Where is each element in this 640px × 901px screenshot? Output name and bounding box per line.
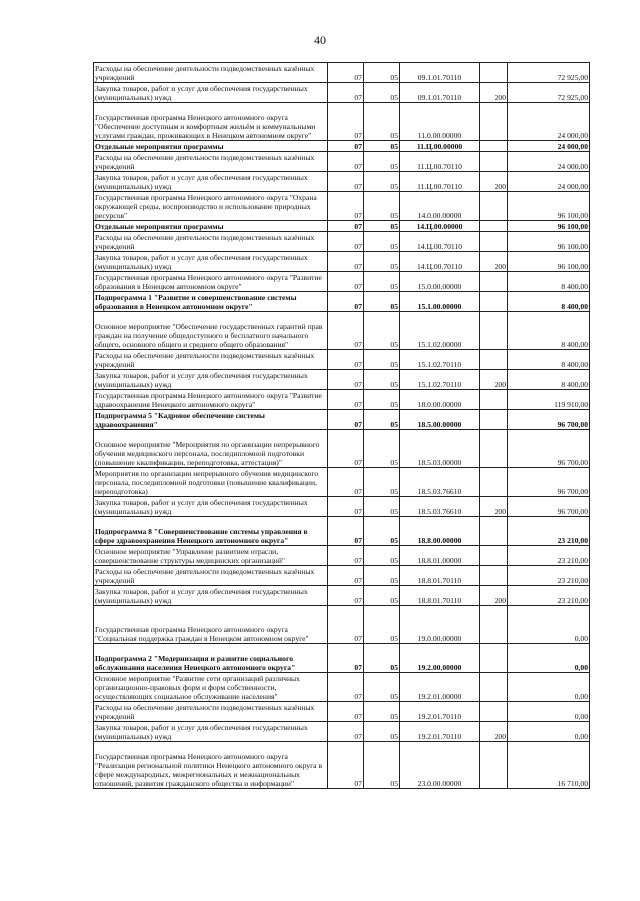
table-row (94, 430, 590, 468)
target-article-cell: 18.5.00.00000 (400, 410, 480, 430)
chapter-code-cell: 07 (328, 141, 364, 152)
expense-name-cell: Расходы на обеспечение деятельности подведомственных казённых учреждений (94, 350, 328, 370)
section-code-cell: 05 (364, 152, 400, 172)
section-code-cell: 05 (364, 63, 400, 83)
amount-cell: 96 700,00 (508, 468, 590, 497)
expense-name-cell: Закупка товаров, работ и услуг для обеспечения государственных (муниципальных) нужд (94, 172, 328, 192)
amount-cell: 96 100,00 (508, 252, 590, 272)
target-article-cell: 18.8.00.00000 (400, 517, 480, 546)
expense-type-cell: 200 (480, 172, 508, 192)
chapter-code-cell: 07 (328, 722, 364, 742)
expense-name-cell: Основное мероприятие "Обеспечение государственных гарантий прав граждан на получение общедоступного и бесплатного начального общего, основного общего и среднего общего образования" (94, 312, 328, 350)
target-article-cell: 11.Ц.00.70110 (400, 152, 480, 172)
target-article-cell: 18.8.01.70110 (400, 586, 480, 606)
target-article-cell: 23.0.00.00000 (400, 742, 480, 789)
expense-type-cell (480, 232, 508, 252)
amount-cell: 0,00 (508, 673, 590, 702)
expense-type-cell (480, 221, 508, 232)
amount-cell: 24 000,00 (508, 141, 590, 152)
target-article-cell: 11.Ц.00.00000 (400, 141, 480, 152)
chapter-code-cell: 07 (328, 517, 364, 546)
expense-name-cell: Подпрограмма 8 "Совершенствование системы управления в сфере здравоохранения Ненецкого автономного округа" (94, 517, 328, 546)
section-code-cell: 05 (364, 722, 400, 742)
chapter-code-cell: 07 (328, 312, 364, 350)
amount-cell: 96 700,00 (508, 430, 590, 468)
expense-name-cell: Расходы на обеспечение деятельности подведомственных казённых учреждений (94, 232, 328, 252)
section-code-cell: 05 (364, 517, 400, 546)
expense-type-cell (480, 192, 508, 221)
table-row (94, 566, 590, 586)
table-row (94, 606, 590, 644)
section-code-cell: 05 (364, 141, 400, 152)
table-row (94, 497, 590, 517)
expense-type-cell (480, 742, 508, 789)
expense-name-cell: Закупка товаров, работ и услуг для обеспечения государственных (муниципальных) нужд (94, 497, 328, 517)
expense-type-cell (480, 606, 508, 644)
section-code-cell: 05 (364, 497, 400, 517)
section-code-cell: 05 (364, 566, 400, 586)
expense-type-cell (480, 390, 508, 410)
table-row (94, 370, 590, 390)
target-article-cell: 18.5.03.76610 (400, 468, 480, 497)
table-row (94, 152, 590, 172)
budget-table-body (94, 63, 590, 789)
chapter-code-cell: 07 (328, 606, 364, 644)
target-article-cell: 19.0.00.00000 (400, 606, 480, 644)
table-row (94, 702, 590, 722)
target-article-cell: 15.1.02.70110 (400, 350, 480, 370)
table-row (94, 673, 590, 702)
amount-cell: 8 400,00 (508, 272, 590, 292)
target-article-cell: 11.0.00.00000 (400, 103, 480, 141)
amount-cell: 8 400,00 (508, 350, 590, 370)
target-article-cell: 18.8.01.70110 (400, 566, 480, 586)
table-row (94, 644, 590, 673)
table-row (94, 468, 590, 497)
target-article-cell: 14.Ц.00.00000 (400, 221, 480, 232)
expense-type-cell (480, 103, 508, 141)
chapter-code-cell: 07 (328, 742, 364, 789)
target-article-cell: 19.2.01.00000 (400, 673, 480, 702)
expense-type-cell: 200 (480, 252, 508, 272)
amount-cell: 96 100,00 (508, 232, 590, 252)
chapter-code-cell: 07 (328, 252, 364, 272)
table-row (94, 350, 590, 370)
chapter-code-cell: 07 (328, 152, 364, 172)
amount-cell: 72 925,00 (508, 83, 590, 103)
expense-type-cell (480, 566, 508, 586)
chapter-code-cell: 07 (328, 292, 364, 312)
expense-type-cell (480, 410, 508, 430)
section-code-cell: 05 (364, 292, 400, 312)
chapter-code-cell: 07 (328, 497, 364, 517)
section-code-cell: 05 (364, 312, 400, 350)
chapter-code-cell: 07 (328, 272, 364, 292)
table-row (94, 546, 590, 566)
chapter-code-cell: 07 (328, 63, 364, 83)
target-article-cell: 15.1.02.00000 (400, 312, 480, 350)
section-code-cell: 05 (364, 546, 400, 566)
amount-cell: 96 700,00 (508, 410, 590, 430)
target-article-cell: 18.5.03.76610 (400, 497, 480, 517)
amount-cell: 72 925,00 (508, 63, 590, 83)
table-row (94, 586, 590, 606)
amount-cell: 24 000,00 (508, 172, 590, 192)
section-code-cell: 05 (364, 644, 400, 673)
amount-cell: 16 710,00 (508, 742, 590, 789)
expense-name-cell: Государственная программа Ненецкого автономного округа "Реализация региональной политики Ненецкого автономного округа в сфере международных, межрегиональных и межнациональных отношений, развития гражданского общества и информации" (94, 742, 328, 789)
expense-name-cell: Государственная программа Ненецкого автономного округа "Социальная поддержка граждан в Ненецком автономном округе" (94, 606, 328, 644)
amount-cell: 8 400,00 (508, 292, 590, 312)
section-code-cell: 05 (364, 83, 400, 103)
table-row (94, 103, 590, 141)
table-row (94, 63, 590, 83)
table-row (94, 232, 590, 252)
expense-type-cell (480, 141, 508, 152)
target-article-cell: 18.0.00.00000 (400, 390, 480, 410)
section-code-cell: 05 (364, 221, 400, 232)
chapter-code-cell: 07 (328, 221, 364, 232)
table-row (94, 221, 590, 232)
section-code-cell: 05 (364, 370, 400, 390)
table-row (94, 252, 590, 272)
amount-cell: 23 210,00 (508, 546, 590, 566)
expense-type-cell: 200 (480, 83, 508, 103)
expense-type-cell (480, 546, 508, 566)
expense-type-cell (480, 702, 508, 722)
table-row (94, 141, 590, 152)
section-code-cell: 05 (364, 350, 400, 370)
amount-cell: 0,00 (508, 606, 590, 644)
section-code-cell: 05 (364, 702, 400, 722)
chapter-code-cell: 07 (328, 172, 364, 192)
chapter-code-cell: 07 (328, 103, 364, 141)
expense-name-cell: Закупка товаров, работ и услуг для обеспечения государственных (муниципальных) нужд (94, 722, 328, 742)
table-row (94, 722, 590, 742)
table-row (94, 192, 590, 221)
chapter-code-cell: 07 (328, 232, 364, 252)
target-article-cell: 15.1.02.70110 (400, 370, 480, 390)
expense-name-cell: Подпрограмма 2 "Модернизация и развитие социального обслуживания населения Ненецкого автономного округа" (94, 644, 328, 673)
expense-name-cell: Государственная программа Ненецкого автономного округа "Развитие образования в Ненецком автономном округе" (94, 272, 328, 292)
expense-name-cell: Государственная программа Ненецкого автономного округа "Обеспечение доступным и комфортным жильём и коммунальными услугами граждан, проживающих в Ненецком автономном округе" (94, 103, 328, 141)
expense-type-cell (480, 430, 508, 468)
section-code-cell: 05 (364, 192, 400, 221)
table-row (94, 83, 590, 103)
expense-name-cell: Закупка товаров, работ и услуг для обеспечения государственных (муниципальных) нужд (94, 370, 328, 390)
target-article-cell: 15.1.00.00000 (400, 292, 480, 312)
section-code-cell: 05 (364, 586, 400, 606)
target-article-cell: 19.2.01.70110 (400, 722, 480, 742)
table-row (94, 172, 590, 192)
target-article-cell: 19.2.00.00000 (400, 644, 480, 673)
section-code-cell: 05 (364, 430, 400, 468)
expense-type-cell (480, 644, 508, 673)
amount-cell: 0,00 (508, 702, 590, 722)
expense-type-cell: 200 (480, 370, 508, 390)
amount-cell: 96 700,00 (508, 497, 590, 517)
expense-name-cell: Подпрограмма 5 "Кадровое обеспечение системы здравоохранения" (94, 410, 328, 430)
expense-name-cell: Расходы на обеспечение деятельности подведомственных казённых учреждений (94, 63, 328, 83)
section-code-cell: 05 (364, 742, 400, 789)
expense-type-cell: 200 (480, 497, 508, 517)
expense-name-cell: Отдельные мероприятия программы (94, 221, 328, 232)
section-code-cell: 05 (364, 172, 400, 192)
expense-type-cell (480, 350, 508, 370)
table-row (94, 410, 590, 430)
expense-name-cell: Основное мероприятие "Развитие сети организаций различных организационно-правовых форм и форм собственности, осуществляющих социальное обслуживание населения" (94, 673, 328, 702)
section-code-cell: 05 (364, 390, 400, 410)
amount-cell: 119 910,00 (508, 390, 590, 410)
chapter-code-cell: 07 (328, 430, 364, 468)
chapter-code-cell: 07 (328, 673, 364, 702)
section-code-cell: 05 (364, 252, 400, 272)
amount-cell: 0,00 (508, 722, 590, 742)
expense-type-cell (480, 468, 508, 497)
chapter-code-cell: 07 (328, 546, 364, 566)
budget-table (93, 62, 590, 789)
chapter-code-cell: 07 (328, 644, 364, 673)
amount-cell: 8 400,00 (508, 312, 590, 350)
amount-cell: 23 210,00 (508, 517, 590, 546)
target-article-cell: 09.1.01.70110 (400, 83, 480, 103)
target-article-cell: 14.0.00.00000 (400, 192, 480, 221)
amount-cell: 24 000,00 (508, 103, 590, 141)
expense-type-cell (480, 63, 508, 83)
table-row (94, 390, 590, 410)
chapter-code-cell: 07 (328, 468, 364, 497)
section-code-cell: 05 (364, 410, 400, 430)
section-code-cell: 05 (364, 232, 400, 252)
table-row (94, 272, 590, 292)
amount-cell: 8 400,00 (508, 370, 590, 390)
expense-name-cell: Расходы на обеспечение деятельности подведомственных казённых учреждений (94, 152, 328, 172)
expense-type-cell (480, 673, 508, 702)
expense-type-cell (480, 272, 508, 292)
expense-type-cell: 200 (480, 722, 508, 742)
expense-name-cell: Государственная программа Ненецкого автономного округа "Охрана окружающей среды, воспроизводство и использование природных ресурсов" (94, 192, 328, 221)
expense-type-cell (480, 152, 508, 172)
table-row (94, 742, 590, 789)
section-code-cell: 05 (364, 272, 400, 292)
section-code-cell: 05 (364, 606, 400, 644)
expense-name-cell: Мероприятия по организации непрерывного обучения медицинского персонала, последипломной подготовки (повышение квалификации, переподготовка) (94, 468, 328, 497)
target-article-cell: 09.1.01.70110 (400, 63, 480, 83)
amount-cell: 23 210,00 (508, 586, 590, 606)
section-code-cell: 05 (364, 103, 400, 141)
expense-name-cell: Расходы на обеспечение деятельности подведомственных казённых учреждений (94, 702, 328, 722)
expense-name-cell: Государственная программа Ненецкого автономного округа "Развитие здравоохранения Ненецкого автономного округа" (94, 390, 328, 410)
target-article-cell: 15.0.00.00000 (400, 272, 480, 292)
chapter-code-cell: 07 (328, 410, 364, 430)
expense-name-cell: Отдельные мероприятия программы (94, 141, 328, 152)
target-article-cell: 14.Ц.00.70110 (400, 252, 480, 272)
target-article-cell: 14.Ц.00.70110 (400, 232, 480, 252)
target-article-cell: 11.Ц.00.70110 (400, 172, 480, 192)
page-number: 40 (314, 33, 326, 47)
expense-type-cell (480, 292, 508, 312)
target-article-cell: 18.5.03.00000 (400, 430, 480, 468)
expense-type-cell (480, 312, 508, 350)
expense-name-cell: Расходы на обеспечение деятельности подведомственных казённых учреждений (94, 566, 328, 586)
target-article-cell: 18.8.01.00000 (400, 546, 480, 566)
amount-cell: 23 210,00 (508, 566, 590, 586)
expense-name-cell: Подпрограмма 1 "Развитие и совершенствование системы образования в Ненецком автономном округе" (94, 292, 328, 312)
expense-name-cell: Закупка товаров, работ и услуг для обеспечения государственных (муниципальных) нужд (94, 252, 328, 272)
table-row (94, 292, 590, 312)
amount-cell: 24 000,00 (508, 152, 590, 172)
table-row (94, 312, 590, 350)
expense-name-cell: Закупка товаров, работ и услуг для обеспечения государственных (муниципальных) нужд (94, 586, 328, 606)
chapter-code-cell: 07 (328, 390, 364, 410)
chapter-code-cell: 07 (328, 192, 364, 221)
expense-type-cell (480, 517, 508, 546)
expense-type-cell: 200 (480, 586, 508, 606)
chapter-code-cell: 07 (328, 370, 364, 390)
section-code-cell: 05 (364, 468, 400, 497)
amount-cell: 96 100,00 (508, 192, 590, 221)
amount-cell: 96 100,00 (508, 221, 590, 232)
amount-cell: 0,00 (508, 644, 590, 673)
expense-name-cell: Основное мероприятие "Мероприятия по организации непрерывного обучения медицинского персонала, последипломной подготовки (повышение квалификации, переподготовка, аттестация)" (94, 430, 328, 468)
chapter-code-cell: 07 (328, 350, 364, 370)
target-article-cell: 19.2.01.70110 (400, 702, 480, 722)
chapter-code-cell: 07 (328, 566, 364, 586)
chapter-code-cell: 07 (328, 702, 364, 722)
section-code-cell: 05 (364, 673, 400, 702)
chapter-code-cell: 07 (328, 586, 364, 606)
expense-name-cell: Закупка товаров, работ и услуг для обеспечения государственных (муниципальных) нужд (94, 83, 328, 103)
chapter-code-cell: 07 (328, 83, 364, 103)
expense-name-cell: Основное мероприятие "Управление развитием отрасли, совершенствование структуры медицинских организаций" (94, 546, 328, 566)
table-row (94, 517, 590, 546)
